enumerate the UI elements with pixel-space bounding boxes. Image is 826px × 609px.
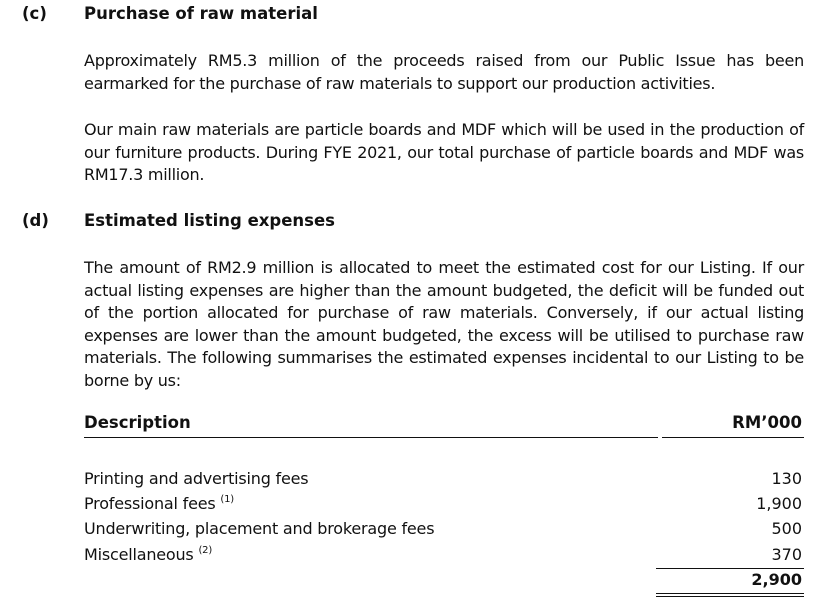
total-rule-bottom-1: [656, 593, 804, 594]
header-underline-amount: [662, 437, 804, 438]
section-d-paragraph-1: The amount of RM2.9 million is allocated to meet the estimated cost for our Listing. If our actual listing expenses are higher than the amount budgeted, the deficit will be funded out of the portion allocated for purchase of raw materials. Conversely, if our actual listing expenses are lower than the amount budgeted, the excess will be utilised to purchase raw materials. The following summarises the estimated expenses incidental to our Listing to be borne by us:: [84, 258, 804, 390]
header-underline-description: [84, 437, 658, 438]
section-d-title: Estimated listing expenses: [84, 211, 335, 230]
footnote-ref: (2): [198, 545, 213, 556]
section-c-paragraph-1: Approximately RM5.3 million of the proceeds raised from our Public Issue has been earmarked for the purchase of raw materials to support our production activities.: [84, 51, 804, 93]
section-c-title: Purchase of raw material: [84, 4, 318, 23]
table-row-description: Professional fees $^{(1)}$: [84, 494, 234, 513]
total-rule-top: [656, 568, 804, 569]
section-c-label: (c): [22, 4, 47, 23]
table-row-amount: 1,900: [756, 494, 802, 513]
table-header-description: Description: [84, 413, 191, 432]
table-header-amount: RM’000: [732, 413, 802, 432]
table-total-amount: 2,900: [751, 570, 802, 589]
table-row-description: Miscellaneous $^{(2)}$: [84, 545, 213, 564]
total-rule-bottom-2: [656, 596, 804, 597]
footnote-ref: (1): [220, 494, 234, 505]
table-row-amount: 130: [771, 469, 802, 488]
table-row-amount: 500: [771, 519, 802, 538]
section-d-label: (d): [22, 211, 49, 230]
table-row-description: Underwriting, placement and brokerage fees: [84, 519, 435, 538]
table-row-amount: 370: [771, 545, 802, 564]
section-c-paragraph-2: Our main raw materials are particle boards and MDF which will be used in the production of our furniture products. During FYE 2021, our total purchase of particle boards and MDF was RM17.3 million.: [84, 120, 804, 184]
table-row-description: Printing and advertising fees: [84, 469, 309, 488]
